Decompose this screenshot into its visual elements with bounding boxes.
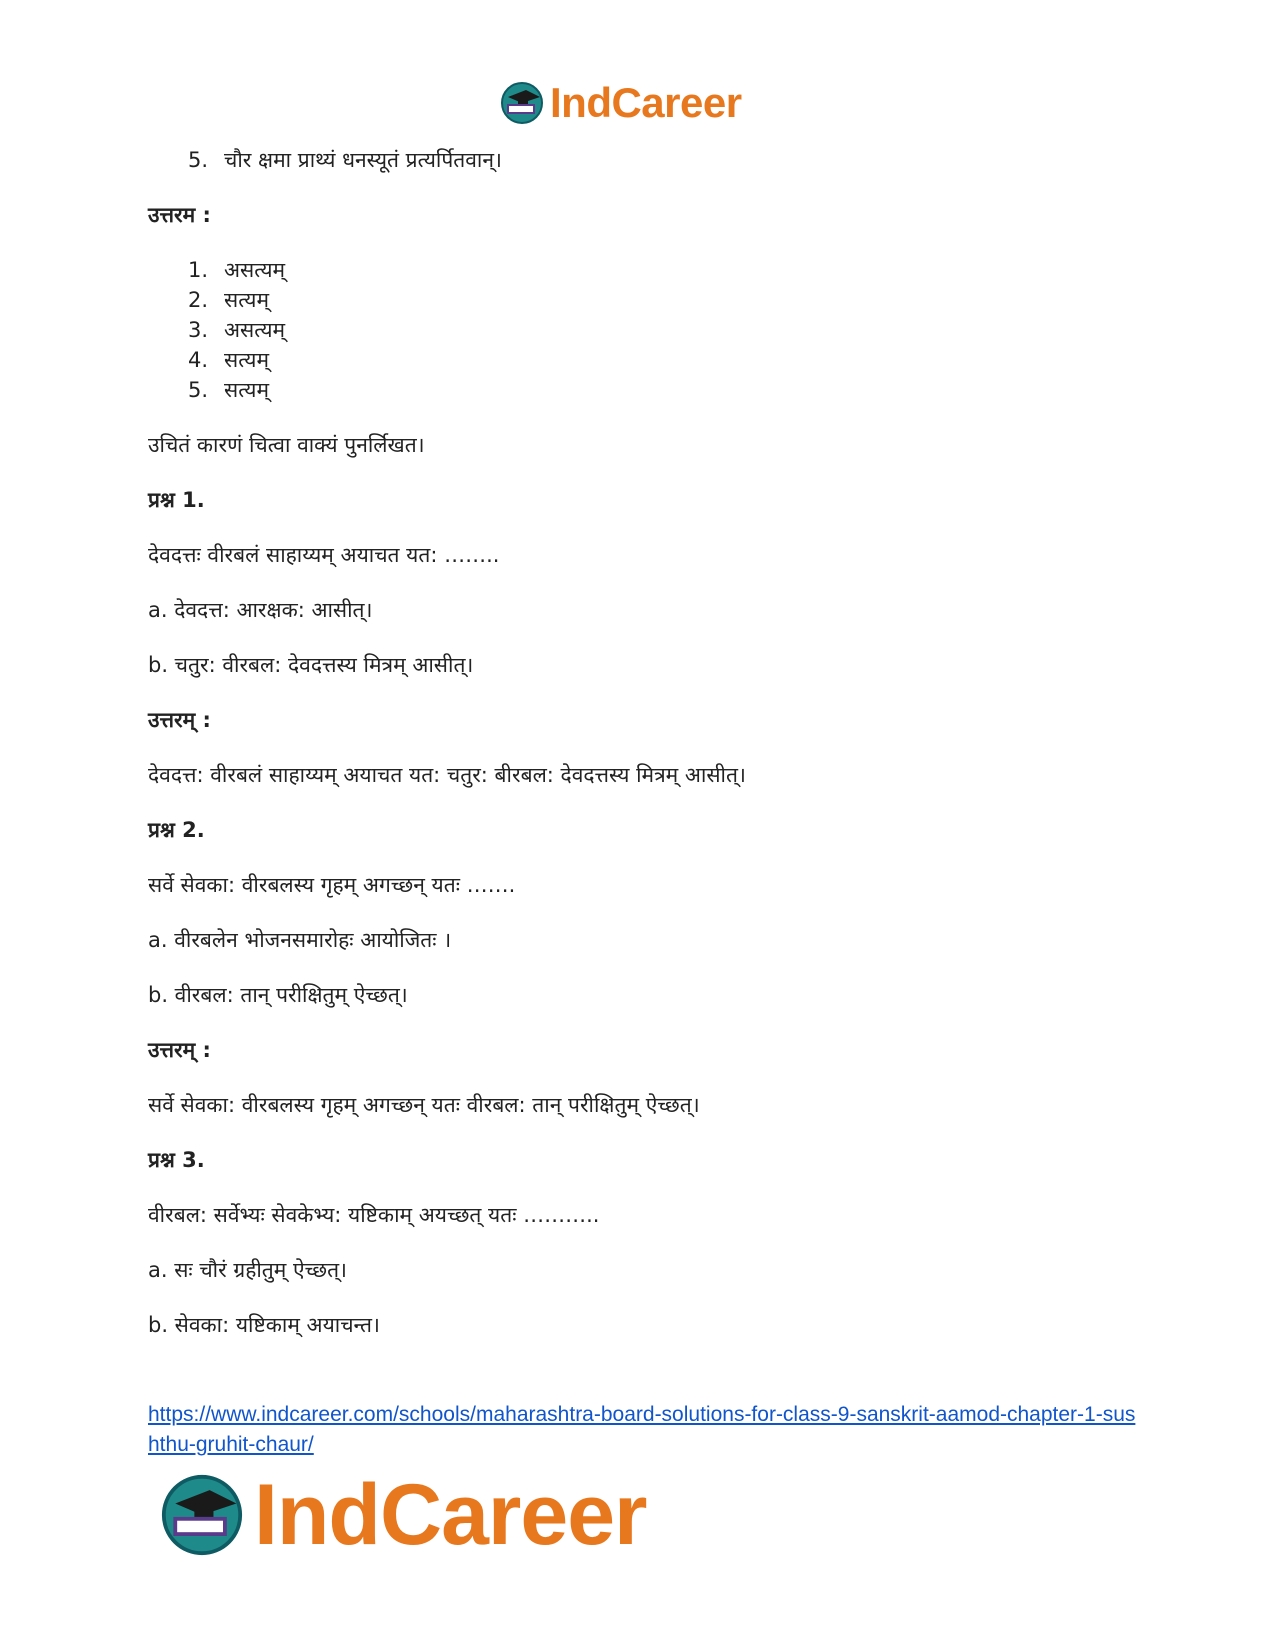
graduation-cap-globe-icon bbox=[500, 81, 544, 125]
list-text: सत्यम् bbox=[224, 378, 270, 402]
brand-name: IndCareer bbox=[550, 79, 742, 126]
option-a: a. वीरबलेन भोजनसमारोहः आयोजितः । bbox=[148, 928, 452, 952]
list-text: सत्यम् bbox=[224, 288, 270, 312]
list-item bbox=[148, 285, 1138, 315]
list-text: असत्यम् bbox=[224, 258, 286, 282]
list-text: सत्यम् bbox=[224, 348, 270, 372]
list-item bbox=[148, 375, 1138, 405]
brand-name: IndCareer bbox=[254, 1466, 647, 1563]
question-label: प्रश्न 1. bbox=[148, 488, 205, 512]
graduation-cap-globe-icon bbox=[160, 1473, 244, 1557]
option-b: b. चतुर: वीरबल: देवदत्तस्य मित्रम् आसीत्। bbox=[148, 653, 474, 677]
option-a: a. सः चौरं ग्रहीतुम् ऐच्छत्। bbox=[148, 1258, 347, 1282]
list-item bbox=[148, 345, 1138, 375]
list-text: चौर क्षमा प्राथ्यं धनस्यूतं प्रत्यर्पितवान्। bbox=[224, 148, 502, 172]
option-b: b. सेवका: यष्टिकाम् अयाचन्त। bbox=[148, 1313, 380, 1337]
answer-list bbox=[148, 255, 1138, 405]
answer-label: उत्तरम् : bbox=[148, 708, 211, 732]
list-item bbox=[148, 255, 1138, 285]
option-b: b. वीरबल: तान् परीक्षितुम् ऐच्छत्। bbox=[148, 983, 408, 1007]
question-stem: वीरबल: सर्वेभ्यः सेवकेभ्य: यष्टिकाम् अयच्छत् यतः ……….. bbox=[148, 1203, 600, 1227]
footer-logo bbox=[160, 1466, 647, 1563]
instruction: उचितं कारणं चित्वा वाक्यं पुनर्लिखत। bbox=[148, 433, 425, 457]
answer-label: उत्तरम : bbox=[148, 203, 211, 227]
question-label: प्रश्न 2. bbox=[148, 818, 205, 842]
list-item bbox=[148, 315, 1138, 345]
list-number: 2. bbox=[188, 288, 209, 312]
header-logo bbox=[500, 78, 742, 128]
answer-text: देवदत्त: वीरबलं साहाय्यम् अयाचत यत: चतुर: बीरबल: देवदत्तस्य मित्रम् आसीत्। bbox=[148, 763, 746, 787]
list-number: 4. bbox=[188, 348, 209, 372]
question-stem: सर्वे सेवका: वीरबलस्य गृहम् अगच्छन् यतः ……. bbox=[148, 873, 516, 897]
list-number: 3. bbox=[188, 318, 209, 342]
list-number: 1. bbox=[188, 258, 209, 282]
answer-label: उत्तरम् : bbox=[148, 1038, 211, 1062]
list-number: 5. bbox=[188, 148, 209, 172]
answer-text: सर्वे सेवका: वीरबलस्य गृहम् अगच्छन् यतः वीरबल: तान् परीक्षितुम् ऐच्छत्। bbox=[148, 1093, 700, 1117]
source-link[interactable]: https://www.indcareer.com/schools/maharashtra-board-solutions-for-class-9-sanskrit-aamod-chapter-1-sushthu-gruhit-chaur/ bbox=[148, 1403, 1136, 1456]
list-number: 5. bbox=[188, 378, 209, 402]
list-item bbox=[148, 145, 1138, 175]
question-stem: देवदत्तः वीरबलं साहाय्यम् अयाचत यत: …….. bbox=[148, 543, 500, 567]
list-text: असत्यम् bbox=[224, 318, 286, 342]
question-label: प्रश्न 3. bbox=[148, 1148, 205, 1172]
option-a: a. देवदत्त: आरक्षक: आसीत्। bbox=[148, 598, 373, 622]
intro-list bbox=[148, 145, 1138, 175]
document-body bbox=[148, 145, 1138, 1365]
